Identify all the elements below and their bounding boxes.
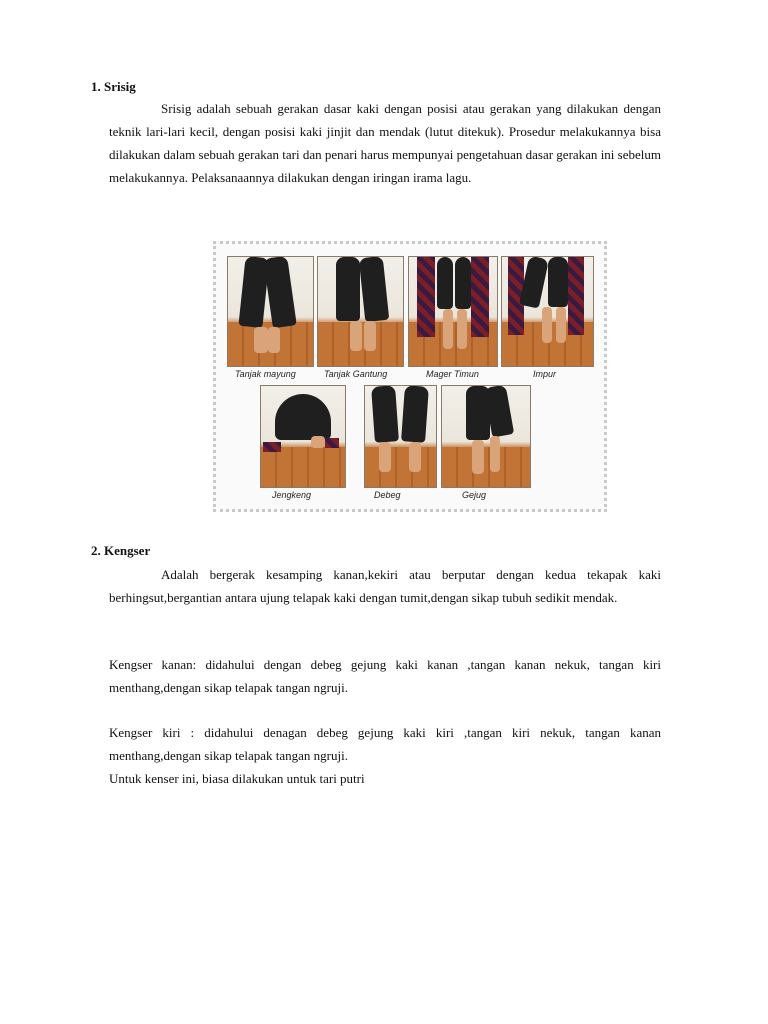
srisig-paragraph-text: Srisig adalah sebuah gerakan dasar kaki dengan posisi atau gerakan yang dilakukan dengan teknik lari-lari kecil, dengan posisi kaki jinjit dan mendak (lutut ditekuk). Prosedur melakukannya bisa dilakukan dalam sebuah gerakan tari dan penari harus mempunyai pengetahuan dasar gerakan ini sebelum melakukannya. Pelaksanaannya dilakukan dengan iringan irama lagu. (109, 101, 661, 185)
kengser-paragraph (109, 563, 661, 609)
photo-jengkeng (260, 385, 346, 488)
caption-gejug: Gejug (462, 490, 487, 500)
kengser-note: Untuk kenser ini, biasa dilakukan untuk tari putri (109, 771, 365, 786)
caption-mager-timun: Mager Timun (426, 369, 479, 379)
kengser-paragraph-text: Adalah bergerak kesamping kanan,kekiri atau berputar dengan kedua tekapak kaki berhingsut,bergantian antara ujung telapak kaki dengan tumit,dengan sikap tubuh sedikit mendak. (109, 567, 661, 605)
kengser-kanan-paragraph: Kengser kanan: didahului dengan debeg gejung kaki kanan ,tangan kanan nekuk, tangan kiri menthang,dengan sikap telapak tangan ngruji. (109, 657, 661, 695)
photo-mager-timun (408, 256, 498, 367)
section-heading-kengser: 2. Kengser (91, 543, 151, 558)
photo-debeg (364, 385, 437, 488)
photo-tanjak-mayung (227, 256, 314, 367)
kengser-kiri-paragraph: Kengser kiri : didahului denagan debeg gejung kaki kiri ,tangan kiri nekuk, tangan kanan menthang,dengan sikap telapak tangan ngruji. (109, 725, 661, 763)
caption-debeg: Debeg (374, 490, 401, 500)
photo-impur (501, 256, 594, 367)
section-heading-srisig: 1. Srisig (91, 79, 136, 94)
caption-impur: Impur (533, 369, 557, 379)
photo-gejug (441, 385, 531, 488)
caption-tanjak-gantung: Tanjak Gantung (324, 369, 388, 379)
srisig-paragraph (109, 97, 661, 189)
caption-jengkeng: Jengkeng (272, 490, 312, 500)
dance-poses-figure (213, 241, 607, 512)
photo-tanjak-gantung (317, 256, 404, 367)
caption-tanjak-mayung: Tanjak mayung (235, 369, 296, 379)
